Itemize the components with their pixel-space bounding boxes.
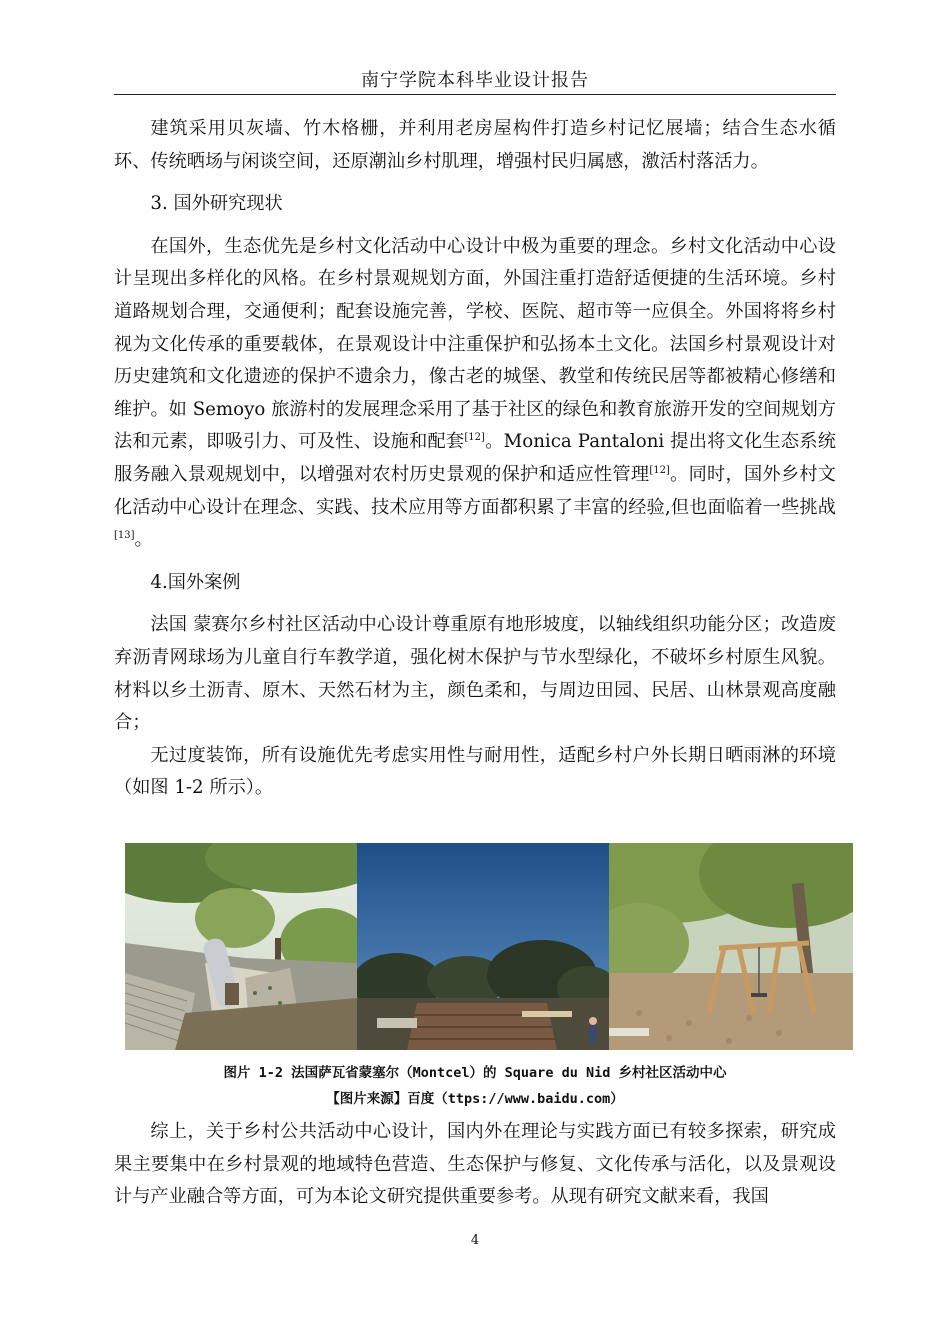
paragraph-1: 建筑采用贝灰墙、竹木格栅，并利用老房屋构件打造乡村记忆展墙；结合生态水循环、传统晒场与闲谈空间，还原潮汕乡村肌理，增强村民归属感，激活村落活力。 xyxy=(114,118,836,172)
citation-13: [13] xyxy=(114,530,135,542)
section-heading-3: 3. 国外研究现状 xyxy=(150,193,283,215)
page-number: 4 xyxy=(470,1233,480,1248)
citation-12-b: [12] xyxy=(649,464,670,476)
paragraph-3: 法国 蒙赛尔乡村社区活动中心设计尊重原有地形坡度，以轴线组织功能分区；改造废弃沥青网球场为儿童自行车教学道，强化树木保护与节水型绿化，不破坏乡村原生风貌。材料以乡土沥青、原木、天然石材为主，颜色柔和，与周边田园、民居、山林景观高度融合； xyxy=(114,614,836,734)
photo-dusk-amphitheater xyxy=(357,843,609,1050)
section-heading-4: 4.国外案例 xyxy=(150,571,241,593)
paragraph-2-part-a: 在国外，生态优先是乡村文化活动中心设计中极为重要的理念。乡村文化活动中心设计呈现出多样化的风格。在乡村景观规划方面，外国注重打造舒适便捷的生活环境。乡村道路规划合理，交通便利；配套设施完善，学校、医院、超市等一应俱全。外国将将乡村视为文化传承的重要载体，在景观设计中注重保护和弘扬本土文化。法国乡村景观设计对历史建筑和文化遗迹的保护不遗余力，像古老的城堡、教堂和传统民居等都被精心修缮和维护。如 Semoyo 旅游村的发展理念采用了基于社区的绿色和教育旅游开发的空间规划方法和元素，即吸引力、可及性、设施和配套 xyxy=(114,235,836,453)
paragraph-5: 综上，关于乡村公共活动中心设计，国内外在理论与实践方面已有较多探索，研究成果主要集中在乡村景观的地域特色营造、生态保护与修复、文化传承与活化，以及景观设计与产业融合等方面，可为本论文研究提供重要参考。从现有研究文献来看，我国 xyxy=(114,1121,836,1208)
photo-wooden-swing xyxy=(609,843,853,1050)
figure-caption-source: 【图片来源】百度（ttps://www.baidu.com） xyxy=(326,1091,624,1107)
paragraph-2-part-b: 。Monica Pantaloni 提出将文化生态系统服务融入景观规划中，以增强对农村历史景观的保护和适应性管理 xyxy=(114,431,836,485)
paragraph-2-part-d: 。 xyxy=(134,529,153,551)
figure-caption-title: 图片 1-2 法国萨瓦省蒙塞尔（Montcel）的 Square du Nid 乡村社区活动中心 xyxy=(223,1065,727,1081)
figure-photo-strip xyxy=(125,843,853,1050)
header-rule xyxy=(114,94,836,95)
photo-slide-playground xyxy=(125,843,357,1050)
paragraph-4: 无过度装饰，所有设施优先考虑实用性与耐用性，适配乡村户外长期日晒雨淋的环境（如图 1-2 所示）。 xyxy=(114,744,836,799)
figure-caption xyxy=(114,1060,836,1112)
citation-12-a: [12] xyxy=(464,432,485,444)
summary-text xyxy=(114,1116,836,1214)
body-text xyxy=(114,113,836,805)
paragraph-2 xyxy=(114,231,836,557)
paragraph-2-part-c: 。同时，国外乡村文化活动中心设计在理念、实践、技术应用等方面都积累了丰富的经验,但也面临着一些挑战 xyxy=(114,463,836,518)
page-header-title: 南宁学院本科毕业设计报告 xyxy=(361,70,589,91)
